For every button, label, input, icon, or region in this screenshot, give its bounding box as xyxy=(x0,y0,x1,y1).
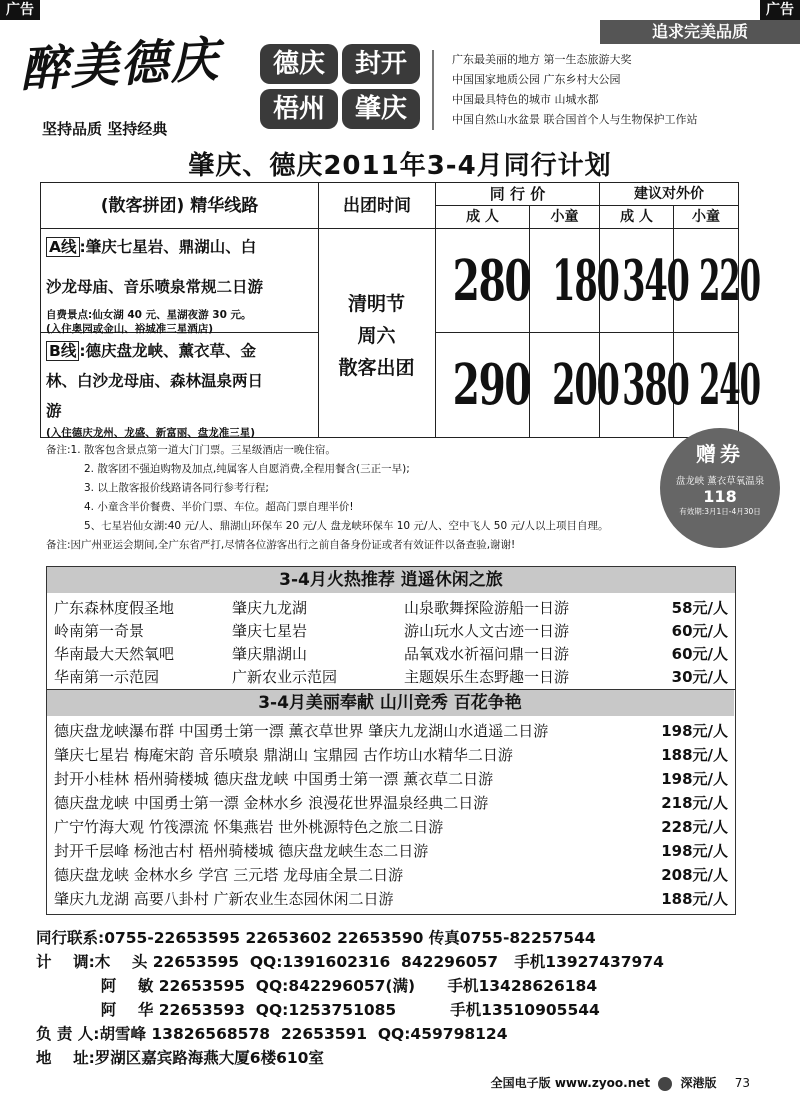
col-peer-header: 同 行 价 xyxy=(436,183,600,206)
col-route-header: (散客拼团) 精华线路 xyxy=(41,183,319,229)
city-badge: 德庆 xyxy=(260,44,338,84)
section1-title: 3-4月火热推荐 逍遥休闲之旅 xyxy=(47,567,735,593)
tour-price: 30元/人 xyxy=(671,668,728,686)
tour-name: 封开小桂林 梧州骑楼城 德庆盘龙峡 中国勇士第一漂 薰衣草二日游 xyxy=(54,770,494,788)
tour-name: 肇庆九龙湖 高要八卦村 广新农业生态园休闲二日游 xyxy=(54,890,394,908)
line-a-note1: 自费景点:仙女湖 40 元、星湖夜游 30 元。 xyxy=(46,309,252,321)
line-b-code: B线 xyxy=(46,341,79,361)
ad-tag-right: 广告 xyxy=(760,0,800,20)
tour-destination: 广新农业示范园 xyxy=(232,668,338,686)
coupon-title: 赠券 xyxy=(696,442,744,466)
quality-tagline: 追求完美品质 xyxy=(600,20,800,44)
line-a-title2: 沙龙母庙、音乐喷泉常规二日游 xyxy=(46,278,264,296)
page-number: 73 xyxy=(734,1076,750,1090)
line-b-title1: :德庆盘龙峡、薰衣草、金 xyxy=(79,342,257,360)
contact-line: 负 责 人:胡雪峰 13826568578 22653591 QQ:459798124 xyxy=(36,1025,508,1043)
section2-title: 3-4月美丽奉献 山川竞秀 百花争艳 xyxy=(46,690,734,716)
coupon-badge xyxy=(660,428,780,548)
coupon-line1: 盘龙峡 薰衣草氧温泉 xyxy=(675,476,765,487)
honor-line: 广东最美丽的地方 第一生态旅游大奖 xyxy=(452,53,632,66)
slogan: 坚持品质 坚持经典 xyxy=(42,120,168,138)
honor-line: 中国最具特色的城市 山城水都 xyxy=(452,93,599,106)
tour-theme: 主题娱乐生态野趣一日游 xyxy=(404,668,570,686)
tour-name: 肇庆七星岩 梅庵宋韵 音乐喷泉 鼎湖山 宝鼎园 古作坊山水精华二日游 xyxy=(54,746,513,764)
tour-price: 60元/人 xyxy=(671,645,728,663)
honors-list xyxy=(432,50,698,130)
price-a-suggest-adult: 340 xyxy=(622,248,689,314)
tour-theme: 游山玩水人文古迹一日游 xyxy=(404,622,570,640)
tour-name: 广宁竹海大观 竹筏漂流 怀集燕岩 世外桃源特色之旅二日游 xyxy=(54,818,444,836)
tour-destination: 肇庆鼎湖山 xyxy=(232,645,308,663)
child-header: 小童 xyxy=(674,206,738,229)
line-b-route xyxy=(46,336,263,440)
tour-price: 208元/人 xyxy=(661,866,728,884)
coupon-price: 118 xyxy=(703,487,737,506)
depart-info xyxy=(318,288,435,384)
contact-line: 计 调:木 头 22653595 QQ:1391602316 842296057 手机13927437974 xyxy=(36,953,664,971)
tour-price: 188元/人 xyxy=(661,746,728,764)
adult-header: 成 人 xyxy=(436,206,530,229)
contact-line: 阿 敏 22653595 QQ:842296057(满) 手机13428626184 xyxy=(36,977,598,995)
price-cell xyxy=(674,333,760,437)
tour-name: 德庆盘龙峡 中国勇士第一漂 金林水乡 浪漫花世界温泉经典二日游 xyxy=(54,794,489,812)
line-b-title2: 林、白沙龙母庙、森林温泉两日 xyxy=(46,372,264,390)
tour-price: 198元/人 xyxy=(661,770,728,788)
notes-block xyxy=(46,441,609,555)
tour-price: 228元/人 xyxy=(661,818,728,836)
line-a-route xyxy=(46,232,263,336)
tour-tagline: 华南最大天然氧吧 xyxy=(54,645,175,663)
tour-theme: 品氧戏水祈福问鼎一日游 xyxy=(404,645,570,663)
tour-destination: 肇庆九龙湖 xyxy=(232,599,308,617)
note-line: 5、七星岩仙女湖:40 元/人、鼎湖山环保车 20 元/人 盘龙峡环保车 10 元/人、空中飞人 50 元/人以上项目自理。 xyxy=(84,520,609,532)
price-a-peer-adult: 280 xyxy=(452,248,531,314)
contact-line: 阿 华 22653593 QQ:1253751085 手机13510905544 xyxy=(36,1001,600,1019)
line-a-note2: (入住奥园或金山、裕城准三星酒店) xyxy=(46,323,214,335)
zyoo-logo-icon xyxy=(658,1077,672,1091)
price-cell xyxy=(600,333,689,437)
tour-price: 198元/人 xyxy=(661,722,728,740)
city-badge: 封开 xyxy=(342,44,420,84)
line-b-title3: 游 xyxy=(46,402,62,420)
price-cell xyxy=(530,229,619,333)
note-line: 3. 以上散客报价线路请各同行参考行程; xyxy=(84,482,269,494)
price-cell xyxy=(600,229,689,333)
price-b-peer-child: 200 xyxy=(552,352,619,418)
col-depart-header: 出团时间 xyxy=(319,183,436,229)
price-a-suggest-child: 220 xyxy=(698,248,760,314)
note-line: 4. 小童含半价餐费、半价门票、车位。超高门票自理半价! xyxy=(84,501,354,513)
price-b-suggest-child: 240 xyxy=(698,352,760,418)
tour-name: 德庆盘龙峡 金林水乡 学宫 三元塔 龙母庙全景二日游 xyxy=(54,866,404,884)
footer-site: 全国电子版 www.zyoo.net xyxy=(490,1076,651,1090)
note-line: 2. 散客团不强迫购物及加点,纯属客人自愿消费,全程用餐含(三正一早); xyxy=(84,463,410,475)
tour-theme: 山泉歌舞探险游船一日游 xyxy=(404,599,570,617)
price-a-peer-child: 180 xyxy=(552,248,619,314)
depart-line: 周六 xyxy=(357,325,396,347)
child-header: 小童 xyxy=(530,206,600,229)
col-suggest-header: 建议对外价 xyxy=(600,183,738,206)
tour-name: 德庆盘龙峡瀑布群 中国勇士第一漂 薰衣草世界 肇庆九龙湖山水逍遥二日游 xyxy=(54,722,549,740)
city-badge: 肇庆 xyxy=(342,89,420,129)
note-line: 备注:因广州亚运会期间,全广东省严打,尽情各位游客出行之前自备身份证或者有效证件以备查验,谢谢! xyxy=(46,539,516,551)
tour-price: 198元/人 xyxy=(661,842,728,860)
tour-name: 封开千层峰 杨池古村 梧州骑楼城 德庆盘龙峡生态二日游 xyxy=(54,842,429,860)
line-b-note1: (入住德庆龙州、龙盛、新富丽、盘龙准三星) xyxy=(46,427,256,439)
depart-line: 清明节 xyxy=(347,293,405,315)
note-line: 备注:1. 散客包含景点第一道大门门票。三星级酒店一晚住宿。 xyxy=(46,444,336,456)
price-b-suggest-adult: 380 xyxy=(622,352,689,418)
logo-calligraphy: 醉美德庆 xyxy=(18,31,222,99)
price-cell xyxy=(530,333,619,437)
line-a-title1: :肇庆七星岩、鼎湖山、白 xyxy=(79,238,257,256)
tour-price: 218元/人 xyxy=(661,794,728,812)
ad-tag-left: 广告 xyxy=(0,0,40,20)
tour-tagline: 广东森林度假圣地 xyxy=(54,599,175,617)
honor-line: 中国国家地质公园 广东乡村大公园 xyxy=(452,73,621,86)
contact-line: 同行联系:0755-22653595 22653602 22653590 传真0755-82257544 xyxy=(36,929,596,947)
adult-header: 成 人 xyxy=(600,206,674,229)
price-cell xyxy=(674,229,760,333)
tour-price: 58元/人 xyxy=(671,599,728,617)
contact-line: 地 址:罗湖区嘉宾路海燕大厦6楼610室 xyxy=(36,1049,324,1067)
city-badge: 梧州 xyxy=(260,89,338,129)
tour-price: 188元/人 xyxy=(661,890,728,908)
footer-edition: 深港版 xyxy=(680,1076,717,1090)
coupon-validity: 有效期:3月1日-4月30日 xyxy=(679,507,761,516)
tour-tagline: 华南第一示范园 xyxy=(54,668,160,686)
honor-line: 中国自然山水盆景 联合国首个人与生物保护工作站 xyxy=(452,113,698,126)
price-b-peer-adult: 290 xyxy=(452,352,531,418)
tour-price: 60元/人 xyxy=(671,622,728,640)
price-cell xyxy=(436,333,530,437)
price-cell xyxy=(436,229,530,333)
tour-destination: 肇庆七星岩 xyxy=(232,622,308,640)
tour-tagline: 岭南第一奇景 xyxy=(54,622,145,640)
depart-line: 散客出团 xyxy=(338,357,415,379)
main-title: 肇庆、德庆2011年3-4月同行计划 xyxy=(188,151,612,181)
line-a-code: A线 xyxy=(46,237,80,257)
footer xyxy=(491,1074,750,1091)
